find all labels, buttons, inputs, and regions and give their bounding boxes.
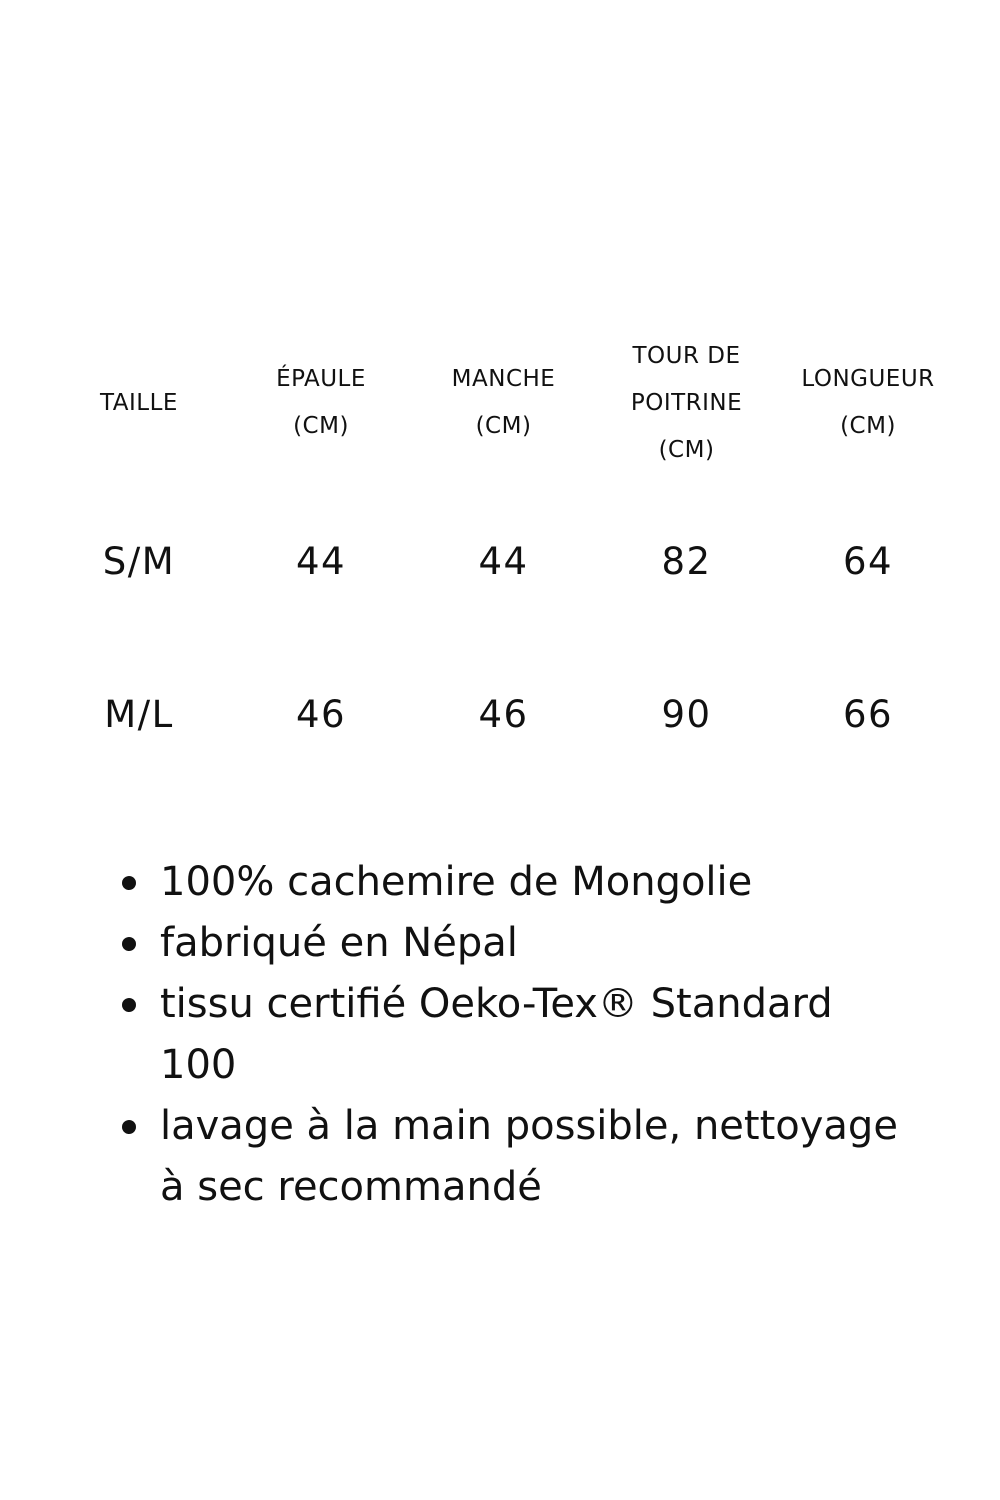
cell-epaule: 44 [295, 540, 347, 583]
cell-tour-de-poitrine: 90 [661, 693, 712, 736]
size-table [48, 328, 958, 791]
feature-text: fabriqué en Népal [160, 920, 518, 966]
list-item [118, 974, 918, 1096]
cell-tour-de-poitrine: 82 [661, 540, 712, 583]
bullet-icon [122, 876, 136, 890]
bullet-icon [122, 998, 136, 1012]
cell-longueur: 66 [842, 693, 894, 736]
cell-taille: M/L [104, 693, 174, 736]
header-epaule: ÉPAULE (CM) [276, 366, 366, 439]
features-list [118, 852, 918, 1218]
bullet-icon [122, 1120, 136, 1134]
feature-text: 100% cachemire de Mongolie [160, 859, 753, 905]
feature-text: tissu certifié Oeko-Tex® Standard 100 [160, 981, 833, 1088]
cell-epaule: 46 [295, 693, 347, 736]
header-manche: MANCHE (CM) [451, 366, 556, 439]
header-tour-de-poitrine: TOUR DE POITRINE (CM) [630, 342, 743, 463]
header-longueur: LONGUEUR (CM) [801, 366, 935, 439]
list-item [118, 1096, 918, 1218]
cell-longueur: 64 [842, 540, 894, 583]
header-taille: TAILLE [100, 389, 178, 416]
cell-taille: S/M [102, 540, 176, 583]
cell-manche: 44 [478, 540, 529, 583]
cell-manche: 46 [478, 693, 529, 736]
table-row [48, 485, 958, 638]
list-item [118, 852, 918, 913]
bullet-icon [122, 937, 136, 951]
size-table-header [48, 328, 958, 478]
table-row [48, 638, 958, 791]
list-item [118, 913, 918, 974]
feature-text: lavage à la main possible, nettoyage à sec recommandé [160, 1103, 898, 1210]
